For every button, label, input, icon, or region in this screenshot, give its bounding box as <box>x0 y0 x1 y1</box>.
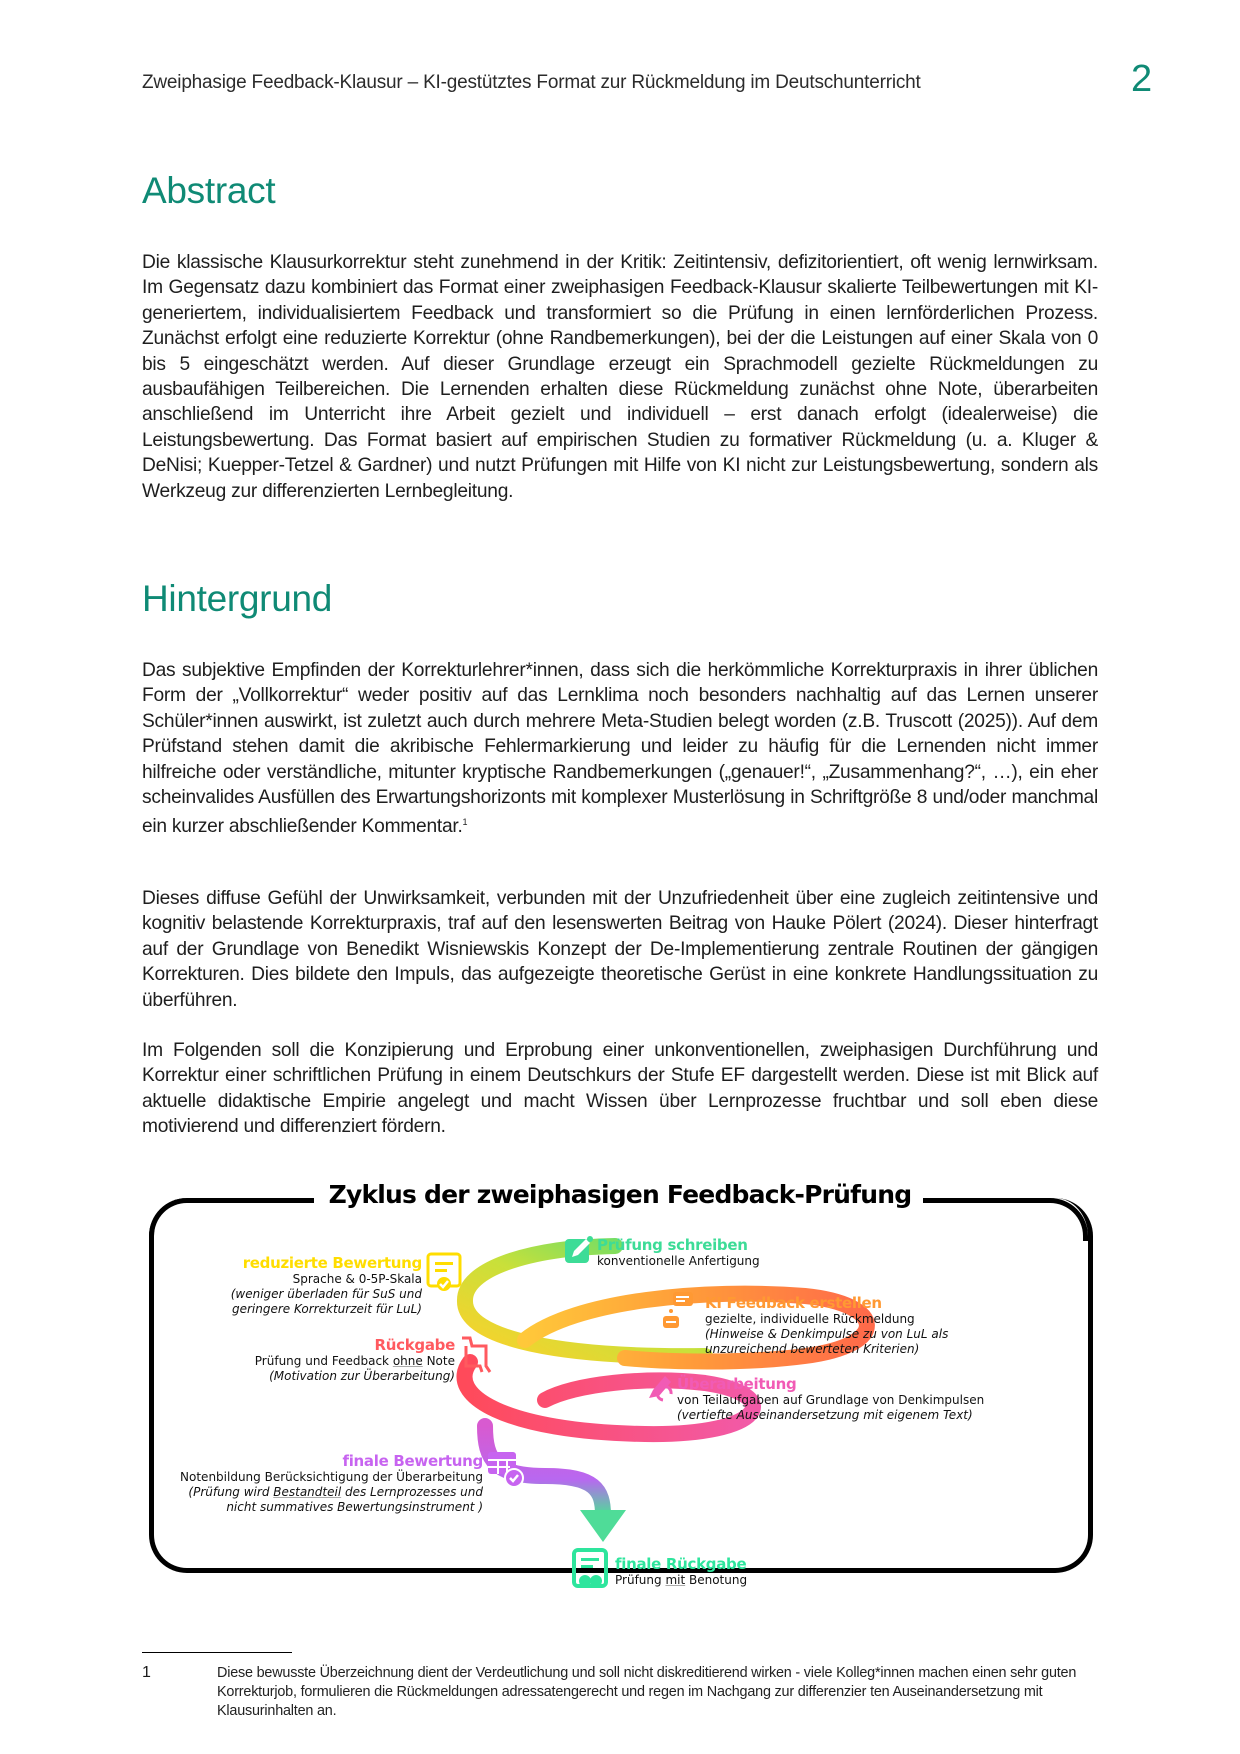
footnote-number: 1 <box>142 1664 151 1681</box>
step-note <box>145 1485 483 1500</box>
step-title: finale Bewertung <box>342 1452 483 1470</box>
running-head: Zweiphasige Feedback-Klausur – KI-gestütztes Format zur Rückmeldung im Deutschunterricht <box>142 72 921 93</box>
step-finale-bewertung <box>145 1452 483 1515</box>
text: (Prüfung wird <box>188 1485 274 1499</box>
document-double-check-icon <box>572 1548 610 1590</box>
hintergrund-paragraph-2: Dieses diffuse Gefühl der Unwirksamkeit, verbunden mit der Unzufriedenheit über eine zugleich zeitintensive und kognitiv belastende Korrekturpraxis, traf auf den lesenswerten Beitrag von Hauke Pölert (2024). Dieser hinterfragt auf der Grundlage von Benedikt Wisniewskis Konzept der De-Implementierung zentrale Routinen der gängigen Korrekturen. Dies bildete den Impuls, das aufgezeigte theoretische Gerüst in eine konkrete Handlungssituation zu überführen. <box>142 888 1098 1011</box>
text: Note <box>422 1354 455 1368</box>
step-title: Überarbeitung <box>677 1375 797 1393</box>
robot-chat-icon <box>661 1292 695 1332</box>
step-note: (weniger überladen für SuS und <box>230 1287 422 1301</box>
hintergrund-heading: Hintergrund <box>142 578 333 619</box>
text: des Lernprozesses und <box>341 1485 483 1499</box>
step-finale-rueckgabe <box>615 1555 747 1588</box>
paragraph-text: Das subjektive Empfinden der Korrekturlehrer*innen, dass sich die herkömmliche Korrekturpraxis in ihrer üblichen Form der „Vollkorrektur“ weder positiv auf das Lernklima noch besonders nachhaltig auf das Lernen unserer Schüler*innen auswirkt, ist zuletzt auch durch mehrere Meta-Studien belegt worden (z.B. Truscott (2025)). Auf dem Prüfstand stehen damit die akribische Fehlermarkierung und leider zu häufig für die Lernenden nicht immer hilfreiche oder verständliche, mitunter kryptische Randbemerkungen („genauer!“, „Zusammenhang?“, …), ein eher scheinvalides Ausfüllen des Erwartungshorizonts mit komplexer Musterlösung in Schriftgröße 8 und/oder manchmal ein kurzer abschließender Kommentar. <box>142 660 1098 838</box>
document-check-icon <box>426 1252 462 1292</box>
step-title: Rückgabe <box>374 1336 455 1354</box>
pencil-square-icon <box>564 1235 594 1265</box>
step-description: gezielte, individuelle Rückmeldung <box>705 1312 915 1326</box>
table-check-icon <box>486 1450 526 1490</box>
step-rueckgabe <box>145 1336 455 1384</box>
underlined-text: mit <box>665 1573 686 1587</box>
cycle-figure <box>145 1170 1095 1590</box>
step-description <box>615 1573 747 1588</box>
step-title: KI Feedback erstellen <box>705 1294 882 1312</box>
step-description: Notenbildung Berücksichtigung der Überarbeitung <box>180 1470 483 1484</box>
arrow-head <box>580 1510 626 1542</box>
step-pruefung-schreiben <box>597 1236 760 1269</box>
text: Benotung <box>685 1573 748 1587</box>
figure-title-text: Zyklus der zweiphasigen Feedback-Prüfung <box>319 1180 922 1209</box>
text: Prüfung <box>615 1573 666 1587</box>
step-title: reduzierte Bewertung <box>242 1254 422 1272</box>
step-note: (Motivation zur Überarbeitung) <box>269 1369 455 1383</box>
step-title: finale Rückgabe <box>615 1555 747 1573</box>
step-description: Sprache & 0-5P-Skala <box>292 1272 422 1286</box>
abstract-text: Die klassische Klausurkorrektur steht zunehmend in der Kritik: Zeitintensiv, defizitorientiert, oft wenig lernwirksam. Im Gegensatz dazu kombiniert das Format einer zweiphasigen Feedback-Klausur skalierte Teilbewertungen mit KI-generiertem, individualisiertem Feedback und transformiert so die Prüfung in einen lernförderlichen Prozess. Zunächst erfolgt eine reduzierte Korrektur (ohne Randbemerkungen), bei der die Leistungen auf einer Skala von 0 bis 5 eingeschätzt werden. Auf dieser Grundlage erzeugt ein Sprachmodell gezielte Rückmeldungen zu ausbaufähigen Teilbereichen. Die Lernenden erhalten diese Rückmeldung zunächst ohne Note, überarbeiten anschließend im Unterricht ihre Arbeit gezielt und individuell – erst danach erfolgt (idealerweise) die Leistungsbewertung. Das Format basiert auf empirischen Studien zu formativer Rückmeldung (u. a. Kluger & DeNisi; Kuepper-Tetzel & Gardner) und nutzt Prüfungen mit Hilfe von KI nicht zur Leistungsbewertung, sondern als Werkzeug zur differenzierten Lernbegleitung. <box>142 252 1098 502</box>
step-description <box>145 1354 455 1369</box>
footnote-separator <box>142 1652 292 1653</box>
step-title: Prüfung schreiben <box>597 1236 748 1254</box>
step-note: geringere Korrekturzeit für LuL) <box>231 1302 422 1316</box>
text: Prüfung und Feedback <box>254 1354 393 1368</box>
underlined-text: Bestandteil <box>273 1485 342 1499</box>
footnote-text: Diese bewusste Überzeichnung dient der Verdeutlichung und soll nicht diskreditierend wirken - viele Kolleg*innen machen einen sehr guten Korrekturjob, formulieren die Rückmeldungen adressatengerecht und regen im Nachgang zur differenzier ten Auseinandersetzung mit Klausurinhalten an. <box>217 1665 1077 1719</box>
page-number: 2 <box>1131 58 1153 100</box>
hintergrund-paragraph-1 <box>142 658 1098 840</box>
step-note: (Hinweise & Denkimpulse zu von LuL als unzureichend bewerteten Kriterien) <box>705 1327 949 1356</box>
hintergrund-paragraph-3: Im Folgenden soll die Konzipierung und Erprobung einer unkonventionellen, zweiphasigen Durchführung und Korrektur einer schriftlichen Prüfung in einem Deutschkurs der Stufe EF dargestellt werden. Diese ist mit Blick auf aktuelle didaktische Empirie angelegt und macht Wissen über Lernprozesse fruchtbar und soll eben diese motivierend und differenziert fördern. <box>142 1040 1098 1138</box>
edit-refresh-icon <box>645 1370 675 1404</box>
step-note: nicht summatives Bewertungsinstrument ) <box>226 1500 483 1514</box>
underlined-text: ohne <box>392 1354 423 1368</box>
footnote-reference[interactable]: 1 <box>462 817 468 828</box>
hand-over-paper-icon <box>458 1332 494 1376</box>
step-description: von Teilaufgaben auf Grundlage von Denkimpulsen <box>677 1393 985 1407</box>
step-reduzierte-bewertung <box>145 1254 422 1317</box>
abstract-heading: Abstract <box>142 170 276 211</box>
step-ki-feedback <box>705 1294 955 1357</box>
step-description: konventionelle Anfertigung <box>597 1254 760 1268</box>
step-note: (vertiefte Auseinandersetzung mit eigenem Text) <box>677 1408 973 1422</box>
step-ueberarbeitung <box>677 1375 984 1423</box>
